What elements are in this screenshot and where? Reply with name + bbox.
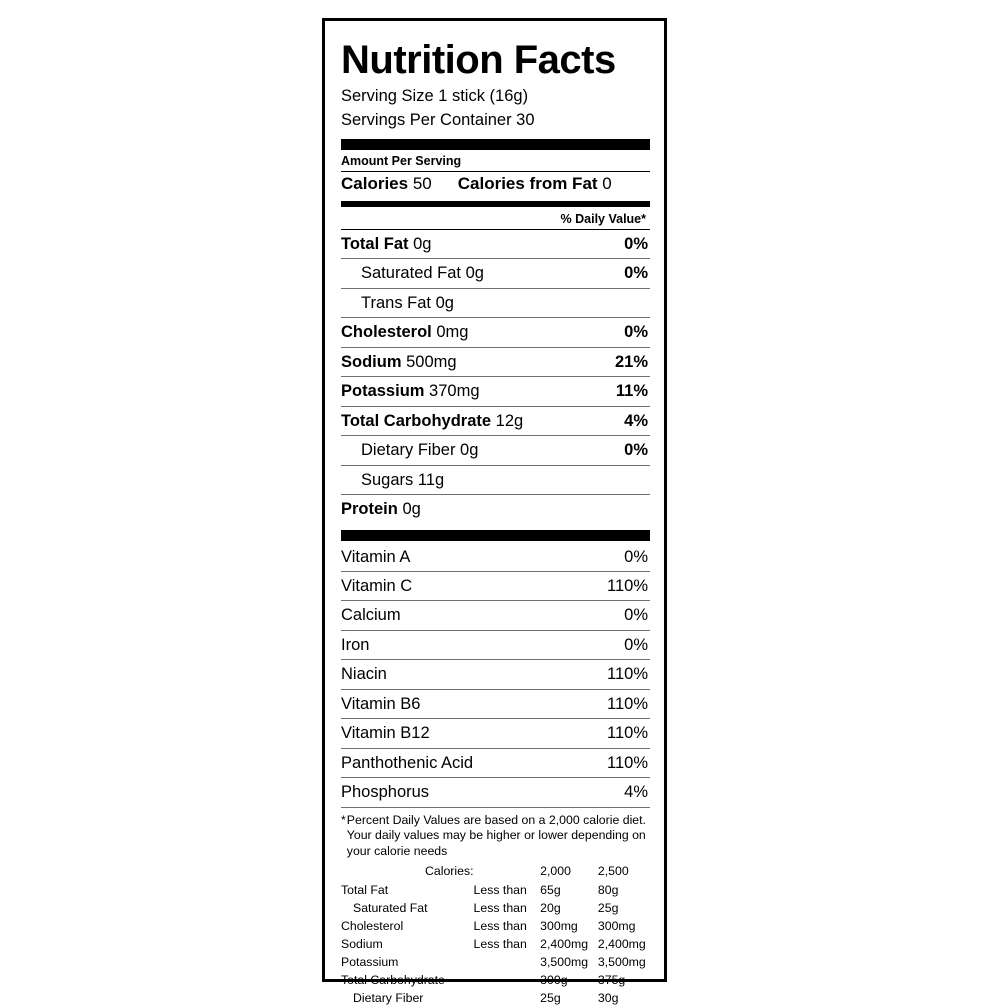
- nutrient-amount: 500mg: [406, 352, 457, 371]
- nutrient-name: [341, 235, 431, 253]
- dv-row-2000: 25g: [540, 991, 561, 1006]
- dv-row-2500: 2,400mg: [597, 937, 646, 952]
- table-row: [341, 990, 650, 1008]
- dv-row-name: Dietary Fiber: [353, 991, 424, 1006]
- table-row: [341, 749, 650, 777]
- table-row: [341, 436, 650, 464]
- vitamin-pct: 0%: [624, 635, 648, 654]
- dv-header-calories: Calories:: [425, 864, 474, 879]
- nutrient-name-text: Saturated Fat: [361, 264, 461, 283]
- nutrient-name-text: Protein: [341, 500, 398, 519]
- nutrient-name: [341, 323, 468, 341]
- dv-row-name: Potassium: [341, 955, 399, 970]
- dv-row-2000: 2,400mg: [540, 937, 589, 952]
- nutrient-name-text: Sodium: [341, 352, 402, 371]
- nutrient-name-text: Cholesterol: [341, 323, 432, 342]
- nutrient-name-text: Trans Fat: [361, 293, 431, 312]
- table-row: [341, 918, 650, 936]
- nutrient-name: [341, 500, 421, 518]
- nutrition-facts-panel: [322, 18, 667, 1006]
- table-row: [341, 259, 650, 287]
- nutrient-amount: 370mg: [429, 382, 480, 401]
- nutrient-pct: 4%: [624, 411, 648, 430]
- table-row: [341, 318, 650, 346]
- dv-row-2000: 300mg: [540, 919, 578, 934]
- dv-row-2500: 3,500mg: [597, 955, 646, 970]
- table-row: [341, 230, 650, 258]
- vitamin-pct: 4%: [624, 783, 648, 802]
- divider-thick-top: [341, 139, 650, 150]
- table-row: [341, 572, 650, 600]
- dv-row-lessthan: Less than: [473, 919, 527, 934]
- calories-from-fat-value: 0: [602, 173, 612, 193]
- table-row: [341, 972, 650, 990]
- footnote-asterisk: *: [341, 812, 346, 827]
- nutrient-amount: 12g: [495, 411, 524, 430]
- dv-row-lessthan: Less than: [473, 883, 527, 898]
- daily-value-header: % Daily Value*: [560, 211, 646, 226]
- nutrient-pct: 0%: [624, 441, 648, 460]
- dv-row-lessthan: Less than: [473, 901, 527, 916]
- nutrient-name: [341, 441, 478, 459]
- table-row: [341, 719, 650, 747]
- vitamin-pct: 0%: [624, 606, 648, 625]
- dv-row-name: Sodium: [341, 937, 383, 952]
- dv-row-2500: 80g: [597, 883, 619, 898]
- table-row: [341, 407, 650, 435]
- page-title: Nutrition Facts: [341, 38, 616, 82]
- vitamin-pct: 0%: [624, 547, 648, 566]
- table-row: [341, 601, 650, 629]
- nutrient-pct: 11%: [615, 382, 648, 401]
- vitamin-name: Panthothenic Acid: [341, 753, 474, 772]
- dv-row-lessthan: [474, 954, 541, 972]
- dv-row-2500: 300mg: [597, 919, 636, 934]
- dv-row-2000: 300g: [540, 973, 568, 988]
- table-row: [341, 900, 650, 918]
- vitamin-name: Niacin: [341, 665, 387, 684]
- table-row: [341, 690, 650, 718]
- nutrient-name-text: Total Carbohydrate: [341, 411, 492, 430]
- dv-row-2000: 3,500mg: [540, 955, 589, 970]
- amount-per-serving-label: Amount Per Serving: [341, 153, 462, 168]
- nutrient-amount: 0mg: [436, 323, 469, 342]
- vitamin-name: Vitamin B6: [341, 694, 421, 713]
- nutrient-name-text: Sugars: [361, 470, 414, 489]
- nutrient-name: [341, 412, 523, 430]
- serving-size-line: Serving Size 1 stick (16g): [341, 87, 529, 105]
- table-row: [341, 936, 650, 954]
- calories-from-fat-label: Calories from Fat: [457, 173, 598, 193]
- vitamin-name: Vitamin A: [341, 547, 411, 566]
- calories-label: Calories: [341, 173, 409, 193]
- nutrient-amount: 11g: [417, 470, 445, 489]
- vitamin-name: Vitamin B12: [341, 724, 430, 743]
- table-row: [341, 631, 650, 659]
- nutrient-name-text: Potassium: [341, 382, 425, 401]
- divider-medium-under-calories: [341, 201, 650, 207]
- nutrients-list: [341, 230, 650, 524]
- dv-header-2000: 2,000: [540, 864, 571, 879]
- table-row: [341, 289, 650, 317]
- vitamin-pct: 110%: [607, 665, 648, 684]
- divider-thick-under-protein: [341, 530, 650, 541]
- nutrient-name: [341, 353, 457, 371]
- dv-row-lessthan: [474, 990, 541, 1008]
- nutrient-name: [341, 264, 484, 282]
- servings-per-container-line: Servings Per Container 30: [341, 110, 535, 129]
- nutrient-pct: 0%: [624, 264, 648, 283]
- nutrient-amount: 0g: [460, 441, 479, 460]
- table-row: [341, 882, 650, 900]
- daily-value-footnote: [341, 808, 650, 863]
- vitamin-name: Iron: [341, 635, 370, 654]
- nutrient-amount: 0g: [435, 293, 454, 312]
- vitamin-pct: 110%: [607, 577, 648, 595]
- daily-values-table: [341, 863, 650, 1008]
- vitamin-pct: 110%: [607, 694, 648, 713]
- dv-row-2500: 375g: [597, 973, 626, 988]
- vitamin-name: Phosphorus: [341, 783, 430, 802]
- calories-value: 50: [412, 173, 432, 193]
- table-row: [341, 495, 650, 523]
- table-row: [341, 660, 650, 688]
- vitamin-pct: 110%: [607, 753, 648, 772]
- dv-header-spacer: [474, 863, 541, 882]
- vitamins-list: [341, 543, 650, 808]
- dv-row-lessthan: Less than: [473, 937, 527, 952]
- nutrient-name: [341, 471, 444, 489]
- nutrient-name: [341, 382, 480, 400]
- vitamin-name: Vitamin C: [341, 577, 413, 595]
- nutrient-name-text: Total Fat: [341, 234, 409, 253]
- table-row: [341, 348, 650, 376]
- dv-row-lessthan: [474, 972, 541, 990]
- nutrient-amount: 0g: [402, 500, 421, 519]
- nutrient-pct: 21%: [614, 352, 648, 371]
- table-row: [341, 543, 650, 571]
- nutrient-name: [341, 294, 454, 312]
- dv-row-name: Total Carbohydrate: [341, 973, 445, 988]
- table-row: [341, 954, 650, 972]
- nutrient-amount: 0g: [465, 264, 484, 283]
- table-row: [341, 466, 650, 494]
- dv-row-name: Saturated Fat: [353, 901, 428, 916]
- dv-row-2500: 25g: [597, 901, 619, 916]
- table-row: [341, 778, 650, 806]
- nutrient-name-text: Dietary Fiber: [361, 441, 456, 460]
- calories-from-fat-group: [458, 174, 612, 194]
- vitamin-pct: 110%: [607, 724, 648, 743]
- dv-row-2000: 65g: [540, 883, 561, 898]
- dv-row-2000: 20g: [540, 901, 561, 916]
- nutrient-pct: 0%: [624, 234, 648, 253]
- dv-row-name: Total Fat: [341, 883, 389, 898]
- table-header-row: [341, 863, 650, 882]
- nutrient-pct: 0%: [624, 323, 648, 342]
- dv-header-2500: 2,500: [597, 864, 629, 879]
- calories-row: [341, 172, 650, 198]
- calories-group: [341, 174, 432, 194]
- dv-row-2500: 30g: [597, 991, 619, 1006]
- footnote-text: Percent Daily Values are based on a 2,000 calorie diet. Your daily values may be higher or lower depending on your calorie needs: [346, 812, 646, 858]
- nutrient-amount: 0g: [413, 234, 432, 253]
- vitamin-name: Calcium: [341, 606, 401, 625]
- table-row: [341, 377, 650, 405]
- dv-row-name: Cholesterol: [341, 919, 404, 934]
